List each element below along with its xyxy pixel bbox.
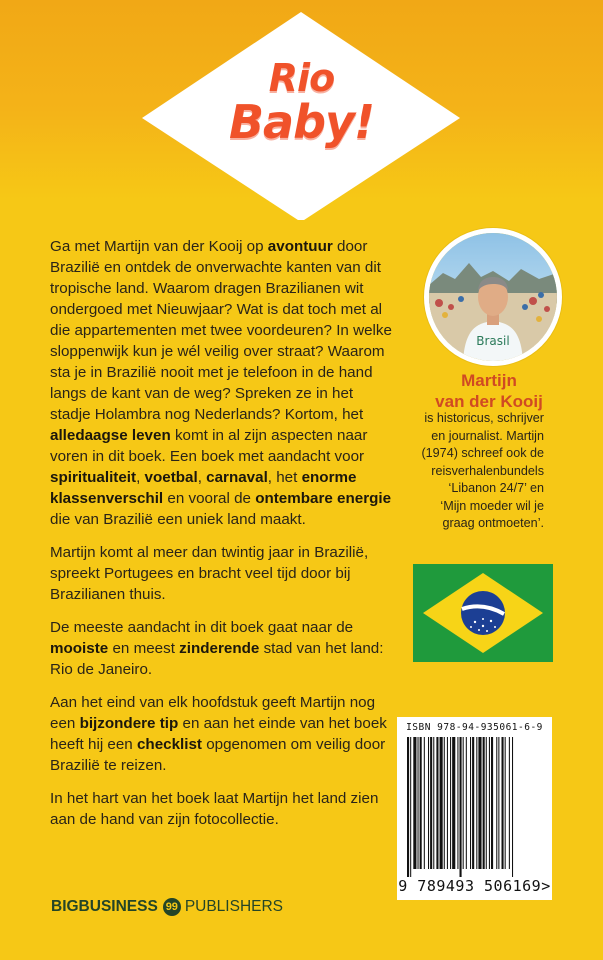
- author-bio: [396, 410, 544, 533]
- barcode-bar: [450, 737, 451, 869]
- barcode-bar: [433, 737, 434, 869]
- body-text-run: In het hart van het boek laat Martijn het land zien aan de hand van zijn fotocollectie.: [50, 790, 379, 828]
- author-name-line-2: van der Kooij: [435, 392, 543, 411]
- barcode-bar: [486, 737, 487, 869]
- isbn-label: ISBN 978-94-935061-6-9: [406, 722, 543, 733]
- barcode-bar: [447, 737, 448, 869]
- barcode-bar: [466, 737, 467, 869]
- quote-bubble-glyph: 99: [165, 901, 178, 913]
- author-name: [390, 370, 588, 412]
- barcode-bar: [407, 737, 409, 877]
- publisher-logo: [51, 896, 283, 918]
- body-text-run: stad van het land: Rio de Janeiro.: [50, 640, 384, 678]
- barcode-bar: [436, 737, 438, 869]
- blurb-text: [50, 236, 395, 842]
- barcode-bar: [505, 737, 506, 869]
- barcode-bar: [460, 737, 462, 877]
- author-name-line-1: Martijn: [461, 371, 517, 390]
- author-bio-line: reisverhalenbundels: [431, 463, 544, 478]
- barcode-bar: [476, 737, 477, 869]
- barcode-bar: [509, 737, 510, 869]
- body-text-run: en vooral de: [163, 490, 256, 507]
- barcode-bar: [430, 737, 432, 869]
- body-text-run: en meest: [108, 640, 180, 657]
- title-line-2: Baby!: [229, 95, 374, 149]
- barcode-bars: [407, 737, 544, 877]
- emphasis-text: carnaval: [206, 469, 268, 486]
- isbn-arrow: >: [541, 877, 551, 895]
- barcode-bar: [463, 737, 464, 869]
- emphasis-text: ontembare energie: [255, 490, 392, 507]
- blurb-paragraph-4: [50, 692, 395, 776]
- barcode-bar: [424, 737, 425, 869]
- brazil-flag-icon: [413, 564, 553, 662]
- body-text-run: , het: [267, 469, 302, 486]
- barcode-bar: [440, 737, 443, 869]
- author-bio-line: is historicus, schrijver: [424, 411, 544, 425]
- body-text-run: door Brazilië en ontdek de onverwachte kanten van dit tropische land. Waarom dragen Brazilianen wit ondergoed met Nieuwjaar? Wat is dat toch met al die appartementen met twee voordeuren? In welke sloppenwijk kun je wél veilig over straat? Waarom sta je in Brazilië nooit met je telefoon in de hand langs de kant van de weg? Spreken ze in het stadje Holambra nog Nederlands? Kortom, het: [50, 238, 392, 423]
- emphasis-text: alledaagse leven: [50, 427, 171, 444]
- barcode-bar: [496, 737, 497, 869]
- body-text-run: opgenomen om veilig door Brazilië te reizen.: [50, 736, 386, 774]
- isbn-digits-text: 9 789493 506169: [398, 877, 542, 895]
- publisher-name-part-2: PUBLISHERS: [184, 898, 284, 915]
- title-line-1: Rio: [268, 56, 335, 100]
- author-bio-line: en journalist. Martijn: [431, 428, 544, 443]
- publisher-name-part-1: BIGBUSINESS: [51, 898, 158, 915]
- barcode-bar: [478, 737, 481, 869]
- barcode-bar: [428, 737, 429, 869]
- barcode-bar: [420, 737, 422, 869]
- body-text-run: die van Brazilië een uniek land maakt.: [50, 511, 306, 528]
- barcode-bar: [452, 737, 455, 869]
- barcode-bar: [489, 737, 490, 869]
- barcode-bar: [410, 737, 411, 877]
- barcode-bar: [472, 737, 474, 869]
- body-text-run: ,: [136, 469, 145, 486]
- body-text-run: komt in al zijn aspecten naar voren in dit boek. Een boek met aandacht voor: [50, 427, 368, 465]
- barcode-bar: [502, 737, 504, 869]
- barcode-bar: [457, 737, 458, 869]
- blurb-paragraph-3: [50, 617, 395, 680]
- emphasis-text: spiritualiteit: [50, 469, 137, 486]
- emphasis-text: bijzondere tip: [79, 715, 179, 732]
- barcode-bar: [483, 737, 485, 869]
- emphasis-text: mooiste: [50, 640, 109, 657]
- isbn-barcode: [397, 717, 552, 900]
- barcode-bar: [470, 737, 471, 869]
- author-bio-line: ‘Mijn moeder wil je: [440, 498, 544, 513]
- author-bio-line: ‘Libanon 24/7’ en: [448, 481, 544, 495]
- emphasis-text: zinderende: [179, 640, 260, 657]
- author-photo: [424, 228, 562, 366]
- emphasis-text: voetbal: [144, 469, 198, 486]
- body-text-run: Aan het eind van elk hoofdstuk geeft Martijn nog een: [50, 694, 376, 732]
- body-text-run: De meeste aandacht in dit boek gaat naar de: [50, 619, 354, 636]
- quote-bubble-icon: [163, 898, 181, 916]
- barcode-bar: [444, 737, 445, 869]
- body-text-run: ,: [197, 469, 207, 486]
- blurb-paragraph-2: [50, 542, 395, 605]
- barcode-bar: [413, 737, 416, 869]
- isbn-digits: [397, 877, 552, 895]
- barcode-bar: [418, 737, 419, 869]
- title-logo: [0, 56, 603, 149]
- blurb-paragraph-1: [50, 236, 395, 530]
- barcode-bar: [512, 737, 513, 877]
- body-text-run: en aan het einde van het boek heeft hij een: [50, 715, 387, 753]
- emphasis-text: avontuur: [267, 238, 333, 255]
- barcode-bar: [491, 737, 493, 869]
- author-bio-line: (1974) schreef ook de: [421, 446, 544, 460]
- author-photo-image: [429, 233, 557, 361]
- barcode-bar: [498, 737, 499, 869]
- emphasis-text: checklist: [136, 736, 202, 753]
- shirt-text: Brasil: [476, 334, 510, 348]
- blurb-paragraph-5: [50, 788, 395, 830]
- author-bio-line: graag ontmoeten’.: [442, 516, 544, 530]
- body-text-run: Martijn komt al meer dan twintig jaar in Brazilië, spreekt Portugees en bracht veel tijd door bij Brazilianen thuis.: [50, 544, 369, 603]
- body-text-run: Ga met Martijn van der Kooij op: [50, 238, 268, 255]
- emphasis-text: enorme klassenverschil: [50, 469, 357, 507]
